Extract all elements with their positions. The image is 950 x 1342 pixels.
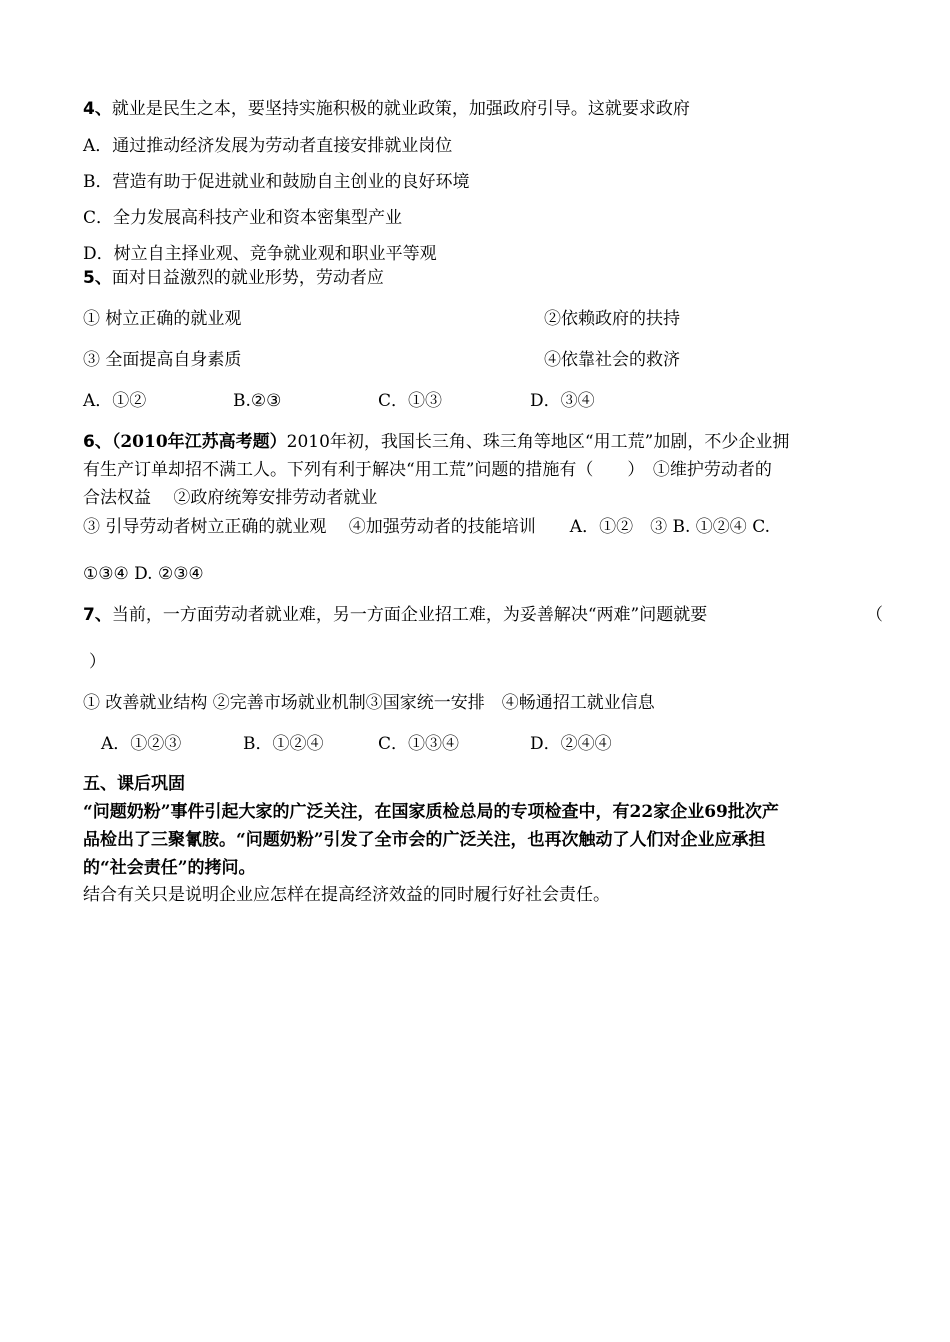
q6-line-1 [83,431,789,453]
q7-items: ① 改善就业结构 ②完善市场就业机制③国家统一安排 ④畅通招工就业信息 [83,693,655,713]
q5-number: 5、 [83,268,112,288]
q5-item-3: ③ 全面提高自身素质 [83,350,242,370]
q5-stem [83,267,384,289]
q4-stem-text: 就业是民生之本，要坚持实施积极的就业政策，加强政府引导。这就要求政府 [111,99,690,119]
q6-line-4: ③ 引导劳动者树立正确的就业观 ④加强劳动者的技能培训 A．①② ③ B. ①②④ C. [83,517,770,537]
q7-paren-open: （ [866,605,883,625]
q6-line-1-text: 2010年初，我国长三角、珠三角等地区“用工荒”加剧，不少企业拥 [286,432,790,452]
section-para-line-1: “问题奶粉”事件引起大家的广泛关注，在国家质检总局的专项检查中，有22家企业69批次产 [83,802,779,822]
q7-number: 7、 [83,605,112,625]
q5-stem-text: 面对日益激烈的就业形势，劳动者应 [111,268,384,288]
q7-stem-text: 当前，一方面劳动者就业难，另一方面企业招工难，为妥善解决“两难”问题就要 [111,605,708,625]
q5-option-c: C．①③ [378,391,443,411]
q4-option-d: D．树立自主择业观、竞争就业观和职业平等观 [83,244,437,264]
q4-number: 4、 [83,99,112,119]
q4-stem [83,98,690,120]
q5-item-4: ④依靠社会的救济 [544,350,680,370]
q6-source: （2010年江苏高考题） [111,432,287,452]
q7-option-a: A．①②③ [101,734,182,754]
q6-line-3: 合法权益 ②政府统筹安排劳动者就业 [83,488,378,508]
q4-option-b: B．营造有助于促进就业和鼓励自主创业的良好环境 [83,172,470,192]
q4-option-a: A．通过推动经济发展为劳动者直接安排就业岗位 [83,136,453,156]
section-para-line-2: 品检出了三聚氰胺。“问题奶粉”引发了全市会的广泛关注，也再次触动了人们对企业应承担 [83,830,766,850]
section-question: 结合有关只是说明企业应怎样在提高经济效益的同时履行好社会责任。 [83,885,610,905]
q5-item-2: ②依赖政府的扶持 [544,309,680,329]
q6-line-2: 有生产订单却招不满工人。下列有利于解决“用工荒”问题的措施有（ ） ①维护劳动者的 [83,460,772,480]
q5-option-b: B.②③ [233,391,282,411]
section-heading: 五、课后巩固 [83,774,185,794]
q7-paren-close: ） [89,652,106,672]
q7-option-b: B．①②④ [243,734,324,754]
q5-item-1: ① 树立正确的就业观 [83,309,242,329]
q5-option-d: D．③④ [530,391,595,411]
q4-option-c: C．全力发展高科技产业和资本密集型产业 [83,208,403,228]
q5-option-a: A．①② [83,391,147,411]
q7-stem [83,604,707,626]
q7-option-d: D．②④④ [530,734,612,754]
q6-number: 6、 [83,432,112,452]
q6-line-5: ①③④ D. ②③④ [83,564,204,584]
q7-option-c: C．①③④ [378,734,460,754]
section-para-line-3: 的“社会责任”的拷问。 [83,858,256,878]
